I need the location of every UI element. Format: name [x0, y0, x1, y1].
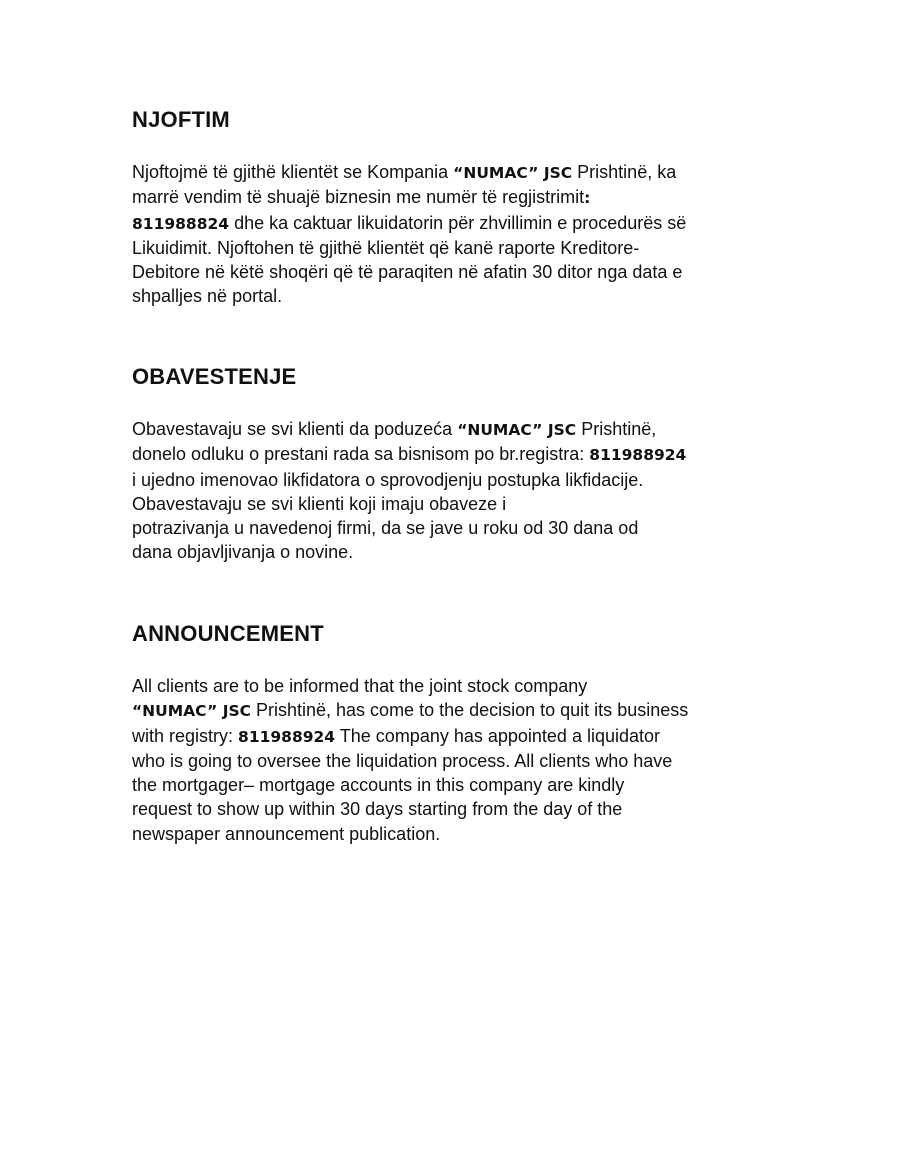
- text-run: Prishtinë, has come to the decision to quit its business: [251, 700, 689, 721]
- text-line: [132, 724, 812, 749]
- section-title: NJOFTIM: [132, 107, 230, 132]
- text-line: [132, 185, 812, 210]
- section-title: ANNOUNCEMENT: [132, 621, 324, 646]
- text-line: [132, 417, 812, 442]
- text-run: Obavestavaju se svi klienti da poduzeća: [132, 419, 458, 439]
- text-run: marrë vendim të shuajë biznesin me numër të regjistrimit: [132, 187, 585, 208]
- text-line: dana objavljivanja o novine.: [132, 542, 354, 563]
- text-run: The company has appointed a liquidator: [335, 725, 660, 746]
- section-body: [132, 674, 812, 846]
- english-announcement-section: [132, 620, 812, 846]
- section-body: [132, 160, 812, 309]
- text-line: request to show up within 30 days starting from the day of the: [132, 799, 623, 820]
- text-line: [132, 442, 812, 467]
- company-name: “NUMAC” JSC: [453, 164, 573, 182]
- text-line: All clients are to be informed that the joint stock company: [132, 676, 588, 696]
- text-line: [132, 698, 812, 723]
- albanian-notice-section: [132, 106, 812, 309]
- registration-number: 811988924: [238, 727, 336, 746]
- company-name: “NUMAC” JSC: [457, 421, 577, 439]
- registration-number: 811988824: [132, 214, 230, 233]
- serbian-notice-section: [132, 363, 812, 565]
- text-line: Debitore në këtë shoqëri që të paraqiten në afatin 30 ditor nga data e: [132, 262, 683, 283]
- company-name: “NUMAC” JSC: [132, 702, 251, 721]
- text-line: potrazivanja u navedenoj firmi, da se jave u roku od 30 dana od: [132, 518, 639, 539]
- text-line: the mortgager– mortgage accounts in this company are kindly: [132, 775, 625, 796]
- text-line: who is going to oversee the liquidation process. All clients who have: [132, 750, 673, 771]
- section-title: OBAVESTENJE: [132, 364, 297, 389]
- text-line: Obavestavaju se svi klienti koji imaju obaveze i: [132, 493, 507, 514]
- section-body: [132, 417, 812, 565]
- text-line: i ujedno imenovao likfidatora o sprovodjenju postupka likfidacije.: [132, 469, 644, 490]
- text-run: Prishtinë,: [576, 419, 657, 439]
- text-run: dhe ka caktuar likuidatorin për zhvillimin e procedurës së: [229, 212, 687, 233]
- text-line: newspaper announcement publication.: [132, 823, 441, 844]
- text-line: [132, 160, 812, 185]
- text-line: Likuidimit. Njoftohen të gjithë klientët që kanë raporte Kreditore-: [132, 237, 640, 258]
- text-line: shpalljes në portal.: [132, 286, 283, 307]
- text-run: :: [584, 189, 591, 208]
- text-run: Prishtinë, ka: [572, 162, 677, 182]
- text-run: Njoftojmë të gjithë klientët se Kompania: [132, 162, 454, 182]
- text-run: donelo odluku o prestani rada sa bisnisom po br.registra:: [132, 444, 590, 465]
- text-line: [132, 211, 812, 236]
- text-run: with registry:: [132, 725, 239, 746]
- registration-number: 811988924: [589, 446, 687, 465]
